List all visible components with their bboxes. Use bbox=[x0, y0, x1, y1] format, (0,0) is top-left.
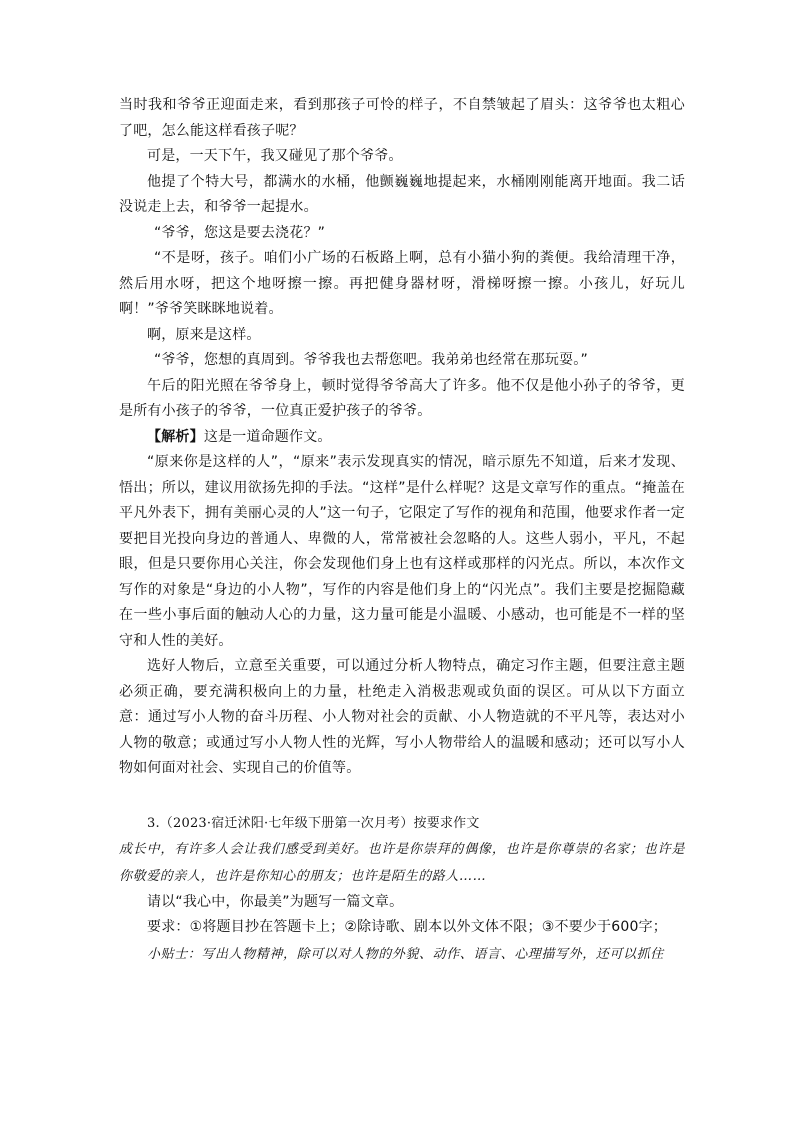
story-paragraph: 啊，原来是这样。 bbox=[147, 326, 261, 343]
page-content bbox=[119, 93, 685, 968]
question-heading: 3.（2023·宿迁沭阳·七年级下册第一次月考）按要求作文 bbox=[147, 815, 480, 831]
question-prompt: 请以“我心中，你最美”为题写一篇文章。 bbox=[147, 893, 404, 910]
story-dialogue: “爷爷，您这是要去浇花？” bbox=[154, 224, 326, 241]
story-paragraph: 他提了个特大号，都满水的水桶，他颤巍巍地提起来，水桶刚刚能离开地面。我二话没说走上去，和爷爷一起提水。 bbox=[119, 173, 685, 215]
analysis-lead-text: 这是一道命题作文。 bbox=[203, 428, 332, 445]
question-intro: 成长中，有许多人会让我们感受到美好。也许是你崇拜的偶像，也许是你尊崇的名家；也许是你敬爱的亲人，也许是你知心的朋友；也许是陌生的路人…… bbox=[119, 841, 685, 884]
analysis-lead bbox=[119, 425, 685, 451]
section-gap bbox=[119, 782, 685, 812]
analysis-paragraph: 选好人物后，立意至关重要，可以通过分析人物特点，确定习作主题，但要注意主题必须正确，要充满积极向上的力量，杜绝走入消极悲观或负面的误区。可从以下方面立意：通过写小人物的奋斗历程、小人物对社会的贡献、小人物造就的不平凡等，表达对小人物的敬意；或通过写小人物人性的光辉，写小人物带给人的温暖和感动；还可以写小人物如何面对社会、实现自己的价值等。 bbox=[119, 658, 685, 776]
question-requirements: 要求：①将题目抄在答题卡上；②除诗歌、剧本以外文体不限；③不要少于600字； bbox=[147, 919, 667, 935]
story-paragraph: 可是，一天下午，我又碰见了那个爷爷。 bbox=[147, 148, 403, 164]
story-dialogue: “爷爷，您想的真周到。爷爷我也去帮您吧。我弟弟也经常在那玩耍。” bbox=[154, 352, 588, 368]
story-dialogue: “不是呀，孩子。咱们小广场的石板路上啊，总有小猫小狗的粪便。我给清理干净，然后用水呀，把这个地呀擦一擦。再把健身器材呀，滑梯呀擦一擦。小孩儿，好玩儿啊！”爷爷笑眯眯地说着。 bbox=[119, 250, 685, 317]
analysis-label: 【解析】 bbox=[147, 428, 204, 445]
analysis-paragraph: “原来你是这样的人”，“原来”表示发现真实的情况，暗示原先不知道，后来才发现、悟出；所以，建议用欲扬先抑的手法。“这样”是什么样呢？这是文章写作的重点。“掩盖在平凡外表下，拥有美丽心灵的人”这一句子，它限定了写作的视角和范围，他要求作者一定要把目光投向身边的普通人、卑微的人，常常被社会忽略的人。这些人弱小，平凡，不起眼，但是只要你用心关注，你会发现他们身上也有这样或那样的闪光点。所以，本次作文写作的对象是“身边的小人物”，写作的内容是他们身上的“闪光点”。我们主要是挖掘隐藏在一些小事后面的触动人心的力量，这力量可能是小温暖、小感动，也可能是不一样的坚守和人性的美好。 bbox=[119, 454, 685, 649]
story-paragraph: 当时我和爷爷正迎面走来，看到那孩子可怜的样子，不自禁皱起了眉头：这爷爷也太粗心了吧，怎么能这样看孩子呢？ bbox=[119, 97, 685, 139]
question-tip: 小贴士：写出人物精神，除可以对人物的外貌、动作、语言、心理描写外，还可以抓住 bbox=[147, 946, 664, 962]
story-paragraph: 午后的阳光照在爷爷身上，顿时觉得爷爷高大了许多。他不仅是他小孙子的爷爷，更是所有小孩子的爷爷，一位真正爱护孩子的爷爷。 bbox=[119, 377, 685, 419]
